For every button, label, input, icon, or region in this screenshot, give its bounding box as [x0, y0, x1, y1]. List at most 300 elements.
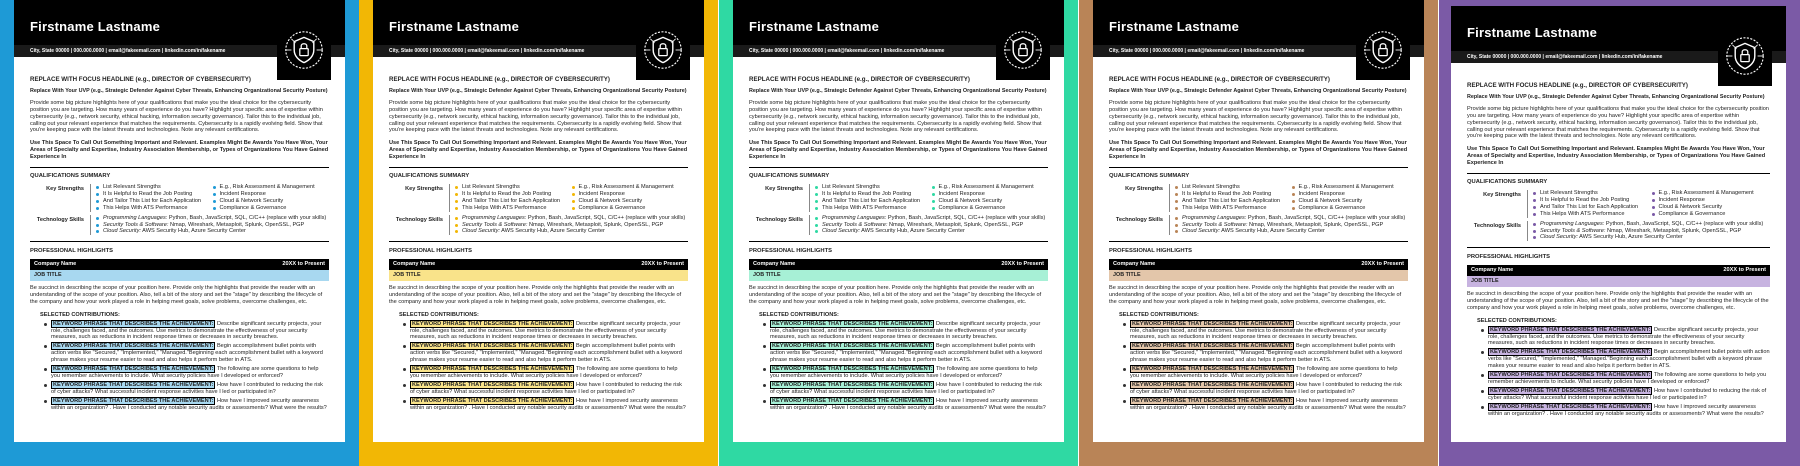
achievement-list [749, 321, 1048, 412]
company-name: Company Name [34, 261, 77, 268]
achievement-text [770, 343, 1048, 364]
achievement-text [1488, 372, 1770, 386]
tech-skill-item [1175, 228, 1408, 235]
bullet-icon [815, 230, 818, 233]
strength-item [1175, 184, 1292, 191]
key-strengths-row [30, 184, 329, 212]
bullet-icon [1175, 186, 1178, 189]
strength-text: List Relevant Strengths [822, 183, 880, 190]
key-strengths-right [1292, 184, 1409, 212]
bullet-icon [1533, 236, 1536, 239]
key-strengths-label: Key Strengths [1125, 185, 1163, 192]
achievement-body: How have I improved security awareness within an organization? . Have I conducted any notable security audits or assessments? What were the results? [410, 397, 686, 411]
achievement-item [403, 321, 688, 342]
bullet-icon [1481, 374, 1484, 377]
summary-paragraph: Provide some big picture highlights here of your qualifications that make you the ideal choice for the cybersecurity position you are targeting. How many years of experience do you have? Highlight your specific area of expertise within cybersecurity (e.g., network security, ethical hacking, information security governance). Tailor this to the individual job, calling out your relevant experience that matches the requirements. Cybersecurity is a rapidly evolving field. Show that you're keeping pace with the latest threats and technologies. Note any relevant certifications. [30, 99, 323, 134]
bullet-icon [1481, 329, 1484, 332]
strength-item [96, 205, 213, 212]
strength-text: This Helps With ATS Performance [1540, 210, 1625, 217]
strength-text: It Is Helpful to Read the Job Posting [1540, 196, 1630, 203]
bullet-icon [44, 368, 47, 371]
strength-text: Incident Response [578, 190, 625, 197]
bullet-icon [403, 323, 406, 326]
tech-values: AWS Security Hub, Azure Security Center [499, 228, 605, 235]
bullet-icon [1481, 406, 1484, 409]
keyword-phrase: KEYWORD PHRASE THAT DESCRIBES THE ACHIEVEMENT: [53, 320, 214, 327]
keyword-phrase: KEYWORD PHRASE THAT DESCRIBES THE ACHIEVEMENT: [772, 366, 933, 373]
tech-category: Security Tools & Software: [1540, 227, 1606, 234]
key-strengths-row [389, 184, 688, 212]
uvp-line: Replace With Your UVP (e.g., Strategic Defender Against Cyber Threats, Enhancing Organizational Security Posture) [30, 87, 328, 94]
keyword-phrase: KEYWORD PHRASE THAT DESCRIBES THE ACHIEVEMENT: [53, 381, 214, 388]
strength-item [1533, 204, 1652, 211]
achievement-item [403, 382, 688, 396]
contact-line: City, State 00000 | 000.000.0000 | email@fakeemail.com | linkedin.com/in/fakename [1093, 45, 1424, 57]
bullet-icon [1175, 207, 1178, 210]
focus-headline: REPLACE WITH FOCUS HEADLINE (e.g., DIRECTOR OF CYBERSECURITY) [389, 76, 610, 83]
bullet-icon [1175, 193, 1178, 196]
highlights-title: PROFESSIONAL HIGHLIGHTS [1467, 254, 1550, 261]
job-dates: 20XX to Present [1723, 267, 1766, 274]
achievement-body: The following are some questions to help you remember achievements to include. What security policies have I developed or enforced? [1488, 372, 1767, 385]
tech-values: Python, Bash, JavaScript, SQL, C/C++ (replace with your skills) [526, 214, 686, 221]
accent-footer-band [373, 442, 704, 454]
tech-category: Programming Languages: [1540, 220, 1605, 227]
tech-skill-text [1182, 222, 1383, 229]
keyword-phrase: KEYWORD PHRASE THAT DESCRIBES THE ACHIEVEMENT: [412, 381, 573, 388]
achievement-body: Describe significant security projects, your role, challenges faced, and the outcomes. Use metrics to demonstrate the effectiveness of your security measures, such as reductions in incident response times or decreases in security breaches. [410, 320, 681, 341]
bullet-icon [1533, 192, 1536, 195]
keyword-phrase: KEYWORD PHRASE THAT DESCRIBES THE ACHIEVEMENT: [1490, 403, 1651, 410]
key-strengths-right [572, 184, 689, 212]
company-name: Company Name [1113, 261, 1156, 268]
strength-item [96, 198, 213, 205]
tech-skills-row [30, 215, 329, 236]
tech-values: AWS Security Hub, Azure Security Center [140, 228, 246, 235]
achievement-item [44, 382, 329, 396]
strength-item [815, 198, 932, 205]
achievement-text [1488, 404, 1770, 418]
bullet-icon [1652, 206, 1655, 209]
achievement-body: The following are some questions to help you remember achievements to include. What security policies have I developed or enforced? [770, 366, 1038, 379]
uvp-line: Replace With Your UVP (e.g., Strategic Defender Against Cyber Threats, Enhancing Organizational Security Posture) [749, 87, 1047, 94]
strength-item [1652, 204, 1771, 211]
strength-item [213, 191, 330, 198]
bullet-icon [932, 207, 935, 210]
keyword-phrase: KEYWORD PHRASE THAT DESCRIBES THE ACHIEVEMENT: [412, 320, 573, 327]
company-bar [1109, 259, 1408, 270]
strength-text: Cloud & Network Security [938, 197, 1003, 204]
bullet-icon [44, 323, 47, 326]
tech-values: Nmap, Wireshark, Metasploit, Splunk, OpenSSL, PGP [1605, 227, 1742, 234]
accent-footer-band [733, 442, 1064, 454]
keyword-phrase: KEYWORD PHRASE THAT DESCRIBES THE ACHIEVEMENT: [412, 366, 573, 373]
achievement-item [763, 398, 1048, 412]
strength-text: E.g., Risk Assessment & Management [578, 183, 674, 190]
key-strengths-row [749, 184, 1048, 212]
achievement-body: How have I contributed to reducing the risk of cyber attacks? What successful incident response activities have I led or participated in? [1488, 387, 1767, 401]
achievement-item [763, 343, 1048, 364]
strength-item [455, 198, 572, 205]
strength-item [1292, 184, 1409, 191]
tech-category: Cloud Security: [462, 228, 500, 235]
keyword-phrase: KEYWORD PHRASE THAT DESCRIBES THE ACHIEVEMENT: [1132, 320, 1293, 327]
contact-line: City, State 00000 | 000.000.0000 | email@fakeemail.com | linkedin.com/in/fakename [1451, 51, 1786, 63]
resume-variant-purple [1439, 0, 1800, 466]
bullet-icon [96, 200, 99, 203]
callout-text: Use This Space To Call Out Something Important and Relevant. Examples Might Be Awards You Have Won, Your Areas of Specialty and Expertise, Industry Association Membership, or Types of Organizations You Have Gained Experience In [1109, 140, 1408, 161]
keyword-phrase: KEYWORD PHRASE THAT DESCRIBES THE ACHIEVEMENT: [53, 397, 214, 404]
achievement-text [51, 366, 329, 380]
tech-values: AWS Security Hub, Azure Security Center [1219, 228, 1325, 235]
summary-paragraph: Provide some big picture highlights here of your qualifications that make you the ideal choice for the cybersecurity position you are targeting. How many years of experience do you have? Highlight your specific area of expertise within cybersecurity (e.g., network security, ethical hacking, information security governance). Tailor this to the individual job, calling out your relevant experience that matches the requirements. Cybersecurity is a rapidly evolving field. Show that you're keeping pace with the latest threats and technologies. Note any relevant certifications. [1109, 99, 1402, 134]
tech-skills-label: Technology Skills [1473, 222, 1521, 229]
achievement-text [410, 398, 688, 412]
keyword-phrase: KEYWORD PHRASE THAT DESCRIBES THE ACHIEVEMENT: [1132, 343, 1293, 350]
strength-text: List Relevant Strengths [462, 183, 520, 190]
key-strengths-label: Key Strengths [765, 185, 803, 192]
tech-category: Programming Languages: [822, 214, 887, 221]
strength-item [1292, 198, 1409, 205]
logo-box [1718, 26, 1772, 86]
bullet-icon [572, 200, 575, 203]
bullet-icon [455, 217, 458, 220]
scope-paragraph: Be succinct in describing the scope of your position here. Provide only the highlights that provide the reader with an understanding of the scope of your position. Also, tell a bit of the story and set the "stage" by describing the lifecycle of the company and how your work played a role in helping meet goals, solve problems, overcome challenges, etc. [30, 285, 323, 305]
bullet-icon [932, 200, 935, 203]
tech-skill-item [455, 215, 688, 222]
achievement-list [389, 321, 688, 412]
focus-headline: REPLACE WITH FOCUS HEADLINE (e.g., DIRECTOR OF CYBERSECURITY) [30, 76, 251, 83]
achievement-body: The following are some questions to help you remember achievements to include. What security policies have I developed or enforced? [1130, 366, 1398, 379]
company-name: Company Name [393, 261, 436, 268]
resume-variant-blue [0, 0, 359, 466]
achievement-body: How have I improved security awareness within an organization? . Have I conducted any notable security audits or assessments? What were the results? [51, 397, 327, 411]
shield-lock-circuit-icon [1362, 29, 1404, 71]
bullet-icon [213, 186, 216, 189]
achievement-body: How have I improved security awareness within an organization? . Have I conducted any notable security audits or assessments? What were the results? [770, 397, 1046, 411]
bullet-icon [572, 186, 575, 189]
achievement-item [403, 366, 688, 380]
job-title-bar: JOB TITLE [749, 270, 1048, 281]
strength-text: Cloud & Network Security [1298, 197, 1363, 204]
tech-skill-item [1533, 221, 1770, 228]
strength-text: E.g., Risk Assessment & Management [219, 183, 315, 190]
strength-item [1652, 197, 1771, 204]
scope-paragraph: Be succinct in describing the scope of your position here. Provide only the highlights that provide the reader with an understanding of the scope of your position. Also, tell a bit of the story and set the "stage" by describing the lifecycle of the company and how your work played a role in helping meet goals, solve problems, overcome challenges, etc. [389, 285, 682, 305]
contact-line: City, State 00000 | 000.000.0000 | email@fakeemail.com | linkedin.com/in/fakename [733, 45, 1064, 57]
strength-item [1533, 197, 1652, 204]
strength-text: This Helps With ATS Performance [103, 204, 188, 211]
achievement-text [1488, 349, 1770, 370]
bullet-icon [815, 217, 818, 220]
candidate-name: Firstname Lastname [1467, 25, 1598, 40]
key-strengths-row [1109, 184, 1408, 212]
achievement-body: Describe significant security projects, your role, challenges faced, and the outcomes. Use metrics to demonstrate the effectiveness of your security measures, such as reductions in incident response times or decreases in security breaches. [1488, 326, 1759, 347]
key-strengths-right [932, 184, 1049, 212]
callout-text: Use This Space To Call Out Something Important and Relevant. Examples Might Be Awards You Have Won, Your Areas of Specialty and Expertise, Industry Association Membership, or Types of Organizations You Have Gained Experience In [1467, 146, 1766, 167]
keyword-phrase: KEYWORD PHRASE THAT DESCRIBES THE ACHIEVEMENT: [1132, 397, 1293, 404]
tech-skill-text [822, 228, 965, 235]
achievement-text [1130, 366, 1408, 380]
strength-item [815, 191, 932, 198]
accent-footer-band [14, 442, 345, 454]
achievement-body: How have I contributed to reducing the risk of cyber attacks? What successful incident response activities have I led or participated in? [410, 381, 682, 395]
bullet-icon [213, 200, 216, 203]
bullet-icon [1123, 368, 1126, 371]
strength-item [455, 184, 572, 191]
bullet-icon [455, 224, 458, 227]
achievement-text [410, 321, 688, 342]
key-strengths-right [213, 184, 330, 212]
key-strengths-left [455, 184, 572, 212]
company-bar [749, 259, 1048, 270]
achievement-text [51, 321, 329, 342]
strength-item [1175, 205, 1292, 212]
highlights-title: PROFESSIONAL HIGHLIGHTS [749, 248, 832, 255]
strength-text: E.g., Risk Assessment & Management [1298, 183, 1394, 190]
keyword-phrase: KEYWORD PHRASE THAT DESCRIBES THE ACHIEVEMENT: [1132, 381, 1293, 388]
key-strengths-row [1467, 190, 1770, 218]
tech-values: Python, Bash, JavaScript, SQL, C/C++ (replace with your skills) [886, 214, 1046, 221]
keyword-phrase: KEYWORD PHRASE THAT DESCRIBES THE ACHIEVEMENT: [53, 343, 214, 350]
bullet-icon [96, 186, 99, 189]
tech-skills-label: Technology Skills [1115, 216, 1163, 223]
strength-item [1175, 191, 1292, 198]
keyword-phrase: KEYWORD PHRASE THAT DESCRIBES THE ACHIEVEMENT: [412, 343, 573, 350]
keyword-phrase: KEYWORD PHRASE THAT DESCRIBES THE ACHIEVEMENT: [772, 343, 933, 350]
scope-paragraph: Be succinct in describing the scope of your position here. Provide only the highlights that provide the reader with an understanding of the scope of your position. Also, tell a bit of the story and set the "stage" by describing the lifecycle of the company and how your work played a role in helping meet goals, solve problems, overcome challenges, etc. [749, 285, 1042, 305]
bullet-icon [96, 217, 99, 220]
accent-footer-band [1451, 442, 1786, 454]
section-divider [749, 241, 1048, 242]
strength-item [1533, 190, 1652, 197]
company-bar [30, 259, 329, 270]
callout-text: Use This Space To Call Out Something Important and Relevant. Examples Might Be Awards You Have Won, Your Areas of Specialty and Expertise, Industry Association Membership, or Types of Organizations You Have Gained Experience In [749, 140, 1048, 161]
shield-lock-circuit-icon [283, 29, 325, 71]
keyword-phrase: KEYWORD PHRASE THAT DESCRIBES THE ACHIEVEMENT: [772, 381, 933, 388]
strength-text: Compliance & Governance [1298, 204, 1366, 211]
job-dates: 20XX to Present [1001, 261, 1044, 268]
tech-skill-text [103, 228, 246, 235]
tech-category: Cloud Security: [822, 228, 860, 235]
strength-text: Incident Response [1298, 190, 1345, 197]
candidate-name: Firstname Lastname [30, 19, 161, 34]
achievement-item [1123, 366, 1408, 380]
strength-text: Cloud & Network Security [578, 197, 643, 204]
strength-item [213, 198, 330, 205]
section-divider [389, 241, 688, 242]
tech-skill-text [822, 215, 1045, 222]
achievement-item [44, 398, 329, 412]
tech-values: Python, Bash, JavaScript, SQL, C/C++ (replace with your skills) [1246, 214, 1406, 221]
tech-category: Cloud Security: [1540, 234, 1578, 241]
achievement-item [44, 321, 329, 342]
bullet-icon [96, 230, 99, 233]
tech-skill-item [455, 222, 688, 229]
strength-text: This Helps With ATS Performance [462, 204, 547, 211]
callout-text: Use This Space To Call Out Something Important and Relevant. Examples Might Be Awards You Have Won, Your Areas of Specialty and Expertise, Industry Association Membership, or Types of Organizations You Have Gained Experience In [30, 140, 329, 161]
key-strengths-list [1527, 190, 1770, 218]
strength-text: List Relevant Strengths [1182, 183, 1240, 190]
bullet-icon [1652, 192, 1655, 195]
bullet-icon [1652, 199, 1655, 202]
tech-skill-item [1533, 234, 1770, 241]
section-divider [30, 241, 329, 242]
achievement-body: Begin accomplishment bullet points with action verbs like "Secured," "Implemented," "Managed."Beginning each accomplishment bullet with a keyword phrase makes your resume easier to read and also helps it perform better in ATS. [410, 343, 682, 364]
bullet-icon [572, 207, 575, 210]
bullet-icon [1652, 213, 1655, 216]
strength-item [1175, 198, 1292, 205]
strength-text: Compliance & Governance [219, 204, 287, 211]
strength-text: Cloud & Network Security [1658, 203, 1723, 210]
strength-text: Cloud & Network Security [219, 197, 284, 204]
achievement-item [403, 398, 688, 412]
logo-box [996, 20, 1050, 80]
strength-item [213, 184, 330, 191]
strength-item [932, 205, 1049, 212]
strength-text: Incident Response [219, 190, 266, 197]
bullet-icon [1175, 230, 1178, 233]
tech-skills-list [809, 215, 1048, 236]
selected-contributions-label: SELECTED CONTRIBUTIONS: [40, 311, 120, 318]
achievement-body: How have I improved security awareness within an organization? . Have I conducted any notable security audits or assessments? What were the results? [1130, 397, 1406, 411]
strength-text: It Is Helpful to Read the Job Posting [822, 190, 912, 197]
candidate-name: Firstname Lastname [749, 19, 880, 34]
strength-item [213, 205, 330, 212]
tech-category: Programming Languages: [462, 214, 527, 221]
bullet-icon [1292, 207, 1295, 210]
job-dates: 20XX to Present [282, 261, 325, 268]
tech-category: Security Tools & Software: [1182, 221, 1248, 228]
strength-text: List Relevant Strengths [103, 183, 161, 190]
tech-skills-label: Technology Skills [395, 216, 443, 223]
achievement-text [1488, 388, 1770, 402]
key-strengths-label: Key Strengths [1483, 191, 1521, 198]
strength-text: Compliance & Governance [578, 204, 646, 211]
strength-text: It Is Helpful to Read the Job Posting [103, 190, 193, 197]
achievement-item [1481, 349, 1770, 370]
tech-values: Nmap, Wireshark, Metasploit, Splunk, OpenSSL, PGP [1247, 221, 1384, 228]
strength-item [96, 184, 213, 191]
achievement-text [1130, 382, 1408, 396]
section-divider [1109, 167, 1408, 168]
achievement-item [44, 343, 329, 364]
tech-skill-text [103, 215, 326, 222]
summary-paragraph: Provide some big picture highlights here of your qualifications that make you the ideal choice for the cybersecurity position you are targeting. How many years of experience do you have? Highlight your specific area of expertise within cybersecurity (e.g., network security, ethical hacking, information security governance). Tailor this to the individual job, calling out your relevant experience that matches the requirements. Cybersecurity is a rapidly evolving field. Show that you're keeping pace with the latest threats and technologies. Note any relevant certifications. [749, 99, 1042, 134]
tech-skills-row [1109, 215, 1408, 236]
strength-item [455, 205, 572, 212]
bullet-icon [1175, 200, 1178, 203]
strength-item [1652, 211, 1771, 218]
keyword-phrase: KEYWORD PHRASE THAT DESCRIBES THE ACHIEVEMENT: [1490, 387, 1651, 394]
shield-lock-circuit-icon [642, 29, 684, 71]
tech-values: AWS Security Hub, Azure Security Center [859, 228, 965, 235]
uvp-line: Replace With Your UVP (e.g., Strategic Defender Against Cyber Threats, Enhancing Organizational Security Posture) [1467, 93, 1765, 100]
bullet-icon [403, 400, 406, 403]
tech-skill-item [815, 215, 1048, 222]
achievement-text [770, 366, 1048, 380]
key-strengths-left [1175, 184, 1292, 212]
bullet-icon [213, 193, 216, 196]
tech-skills-row [389, 215, 688, 236]
strength-item [572, 198, 689, 205]
bullet-icon [815, 200, 818, 203]
key-strengths-left [96, 184, 213, 212]
keyword-phrase: KEYWORD PHRASE THAT DESCRIBES THE ACHIEVEMENT: [1490, 372, 1651, 379]
logo-box [277, 20, 331, 80]
achievement-body: Describe significant security projects, your role, challenges faced, and the outcomes. Use metrics to demonstrate the effectiveness of your security measures, such as reductions in incident response times or decreases in security breaches. [770, 320, 1041, 341]
achievement-text [410, 366, 688, 380]
section-divider [389, 167, 688, 168]
achievement-body: How have I improved security awareness within an organization? . Have I conducted any notable security audits or assessments? What were the results? [1488, 403, 1764, 417]
bullet-icon [1123, 345, 1126, 348]
bullet-icon [1481, 351, 1484, 354]
resume-page [1093, 0, 1424, 454]
bullet-icon [1533, 206, 1536, 209]
tech-skills-list [90, 215, 329, 236]
key-strengths-right [1652, 190, 1771, 218]
strength-item [1533, 211, 1652, 218]
shield-lock-circuit-icon [1724, 35, 1766, 77]
tech-skill-item [96, 222, 329, 229]
strength-item [932, 184, 1049, 191]
achievement-item [1481, 404, 1770, 418]
strength-text: Incident Response [1658, 196, 1705, 203]
achievement-text [51, 343, 329, 364]
bullet-icon [96, 193, 99, 196]
achievement-body: Begin accomplishment bullet points with action verbs like "Secured," "Implemented," "Managed."Beginning each accomplishment bullet with a keyword phrase makes your resume easier to read and also helps it perform better in ATS. [770, 343, 1042, 364]
bullet-icon [1175, 224, 1178, 227]
bullet-icon [763, 323, 766, 326]
bullet-icon [213, 207, 216, 210]
achievement-item [1481, 388, 1770, 402]
achievement-text [410, 382, 688, 396]
tech-skills-list [449, 215, 688, 236]
bullet-icon [44, 345, 47, 348]
keyword-phrase: KEYWORD PHRASE THAT DESCRIBES THE ACHIEVEMENT: [1490, 326, 1651, 333]
bullet-icon [763, 345, 766, 348]
job-dates: 20XX to Present [641, 261, 684, 268]
strength-text: List Relevant Strengths [1540, 189, 1598, 196]
resume-variant-yellow [359, 0, 718, 466]
tech-skills-row [1467, 221, 1770, 242]
strength-item [572, 205, 689, 212]
bullet-icon [455, 193, 458, 196]
achievement-item [44, 366, 329, 380]
bullet-icon [1533, 213, 1536, 216]
selected-contributions-label: SELECTED CONTRIBUTIONS: [1119, 311, 1199, 318]
bullet-icon [932, 193, 935, 196]
contact-line: City, State 00000 | 000.000.0000 | email@fakeemail.com | linkedin.com/in/fakename [14, 45, 345, 57]
bullet-icon [1175, 217, 1178, 220]
bullet-icon [815, 193, 818, 196]
bullet-icon [44, 384, 47, 387]
tech-category: Security Tools & Software: [462, 221, 528, 228]
strength-text: And Tailor This List for Each Application [462, 197, 561, 204]
candidate-name: Firstname Lastname [389, 19, 520, 34]
strength-item [96, 191, 213, 198]
strength-item [932, 198, 1049, 205]
bullet-icon [815, 207, 818, 210]
tech-skill-item [1533, 228, 1770, 235]
achievement-body: The following are some questions to help you remember achievements to include. What security policies have I developed or enforced? [410, 366, 678, 379]
strength-text: It Is Helpful to Read the Job Posting [1182, 190, 1272, 197]
strength-text: And Tailor This List for Each Application [1540, 203, 1639, 210]
key-strengths-list [90, 184, 329, 212]
bullet-icon [455, 186, 458, 189]
achievement-body: How have I contributed to reducing the risk of cyber attacks? What successful incident response activities have I led or participated in? [51, 381, 323, 395]
achievement-item [1123, 398, 1408, 412]
